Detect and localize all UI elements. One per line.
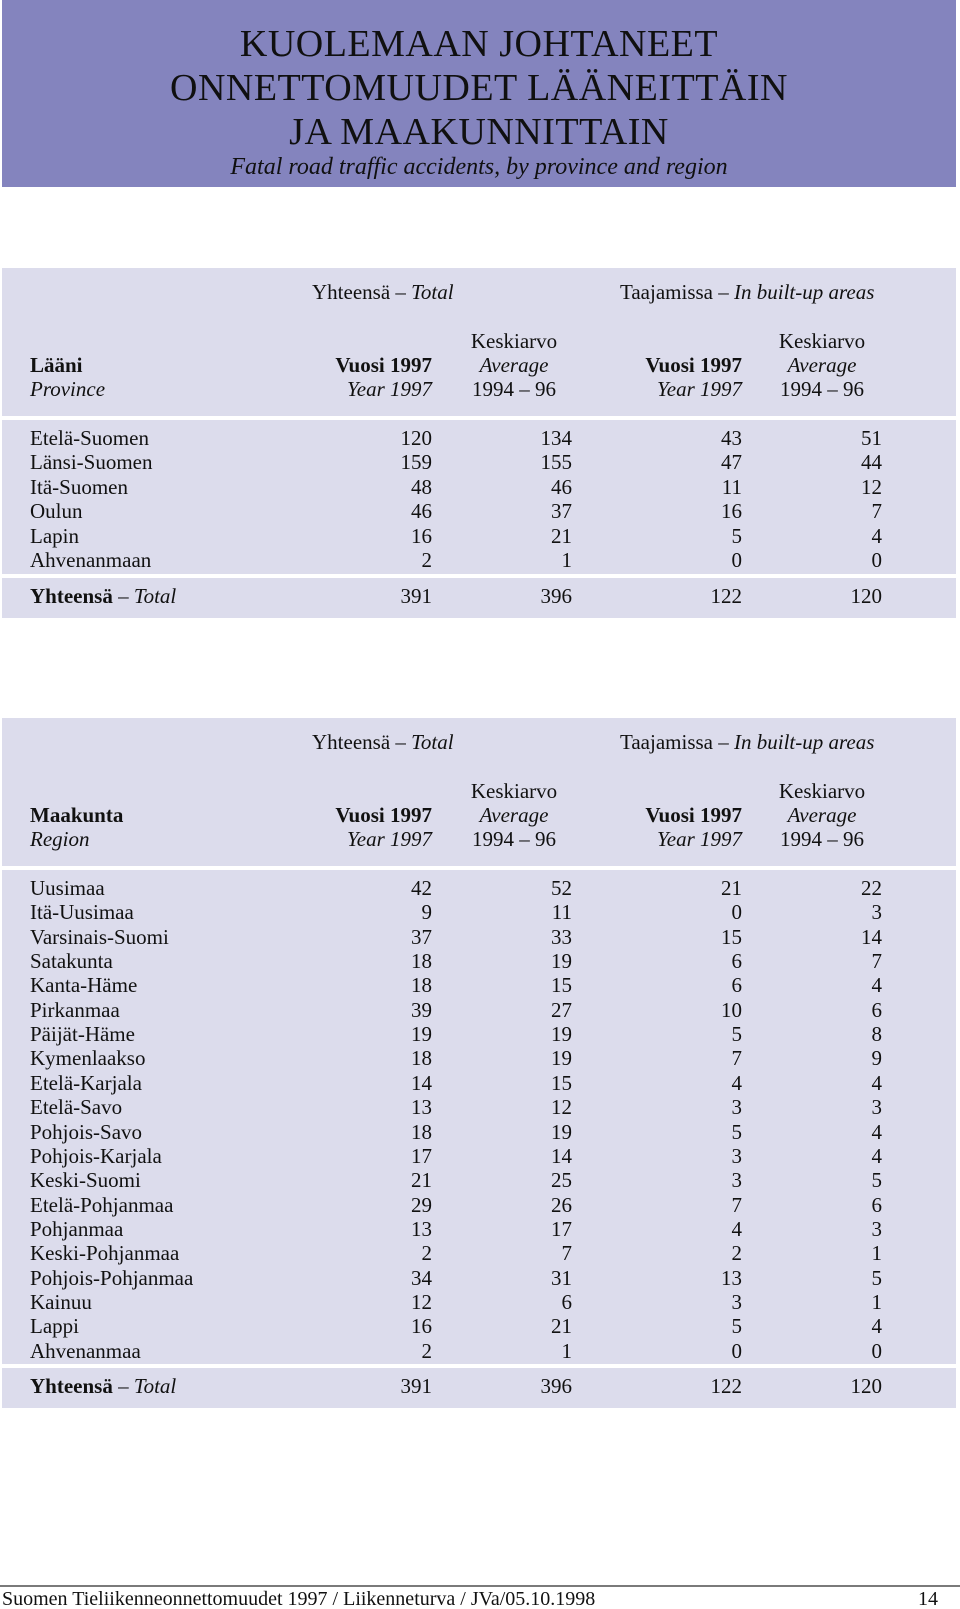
total-divider [2,1364,956,1368]
row-name: Itä-Uusimaa [30,900,134,925]
row-value-avg: 155 [540,450,572,475]
row-name: Lapin [30,523,79,548]
header-builtup-fi: Taajamissa [620,730,713,754]
row-name: Pohjois-Savo [30,1119,143,1144]
total-label-fi: Yhteensä [30,1374,113,1398]
row-value-year: 21 [411,1168,432,1193]
row-value-year: 18 [411,949,432,974]
row-value-builtup-year: 0 [731,900,742,925]
row-value-year: 12 [411,1289,432,1314]
row-value-year: 16 [411,523,432,548]
row-value-year: 2 [421,1241,432,1266]
row-value-builtup-year: 0 [731,1338,742,1363]
row-name: Varsinais-Suomi [30,924,169,949]
row-name: Päijät-Häme [30,1022,135,1047]
header-dash: – [395,280,406,304]
row-value-avg: 21 [551,523,572,548]
header-avg-en: Average [479,353,549,377]
page-title-line-2: ONNETTOMUUDET LÄÄNEITTÄIN [170,67,788,109]
row-value-builtup-year: 5 [731,1314,742,1339]
row-value-year: 2 [421,548,432,572]
row-value-year: 9 [421,900,432,925]
header-avg-en: Average [787,803,857,827]
row-value-builtup-year: 7 [731,1192,742,1217]
row-name: Etelä-Pohjanmaa [30,1192,174,1217]
row-value-builtup-year: 3 [731,1143,742,1168]
total-label-fi: Yhteensä [30,584,113,608]
row-value-builtup-avg: 0 [871,548,882,572]
total-value-builtup-year: 122 [710,1374,742,1398]
row-value-avg: 14 [551,1143,572,1168]
page-title-line-3: JA MAAKUNNITTAIN [289,111,669,153]
page-title-line-1: KUOLEMAAN JOHTANEET [239,23,719,65]
row-value-builtup-year: 4 [731,1216,742,1241]
row-value-year: 16 [411,1314,432,1339]
row-value-builtup-year: 7 [731,1046,742,1071]
row-name: Pohjanmaa [30,1216,124,1241]
row-value-builtup-avg: 7 [871,949,882,974]
row-name: Pohjois-Pohjanmaa [30,1265,194,1290]
row-value-builtup-year: 13 [721,1265,742,1290]
header-year-en: Year 1997 [657,827,742,851]
header-region-en: Region [30,827,90,851]
row-value-builtup-avg: 3 [871,1216,882,1241]
row-value-builtup-avg: 5 [871,1265,882,1290]
header-total-en: Total [411,730,454,754]
total-label [30,1374,290,1399]
row-name: Kainuu [30,1289,92,1314]
row-name: Länsi-Suomen [30,450,153,475]
page-number: 14 [918,1588,938,1609]
row-name: Oulun [30,499,83,524]
header-region-fi: Maakunta [30,803,124,827]
row-value-builtup-year: 47 [721,450,742,475]
header-province-en: Province [30,377,106,401]
header-avg-fi: Keskiarvo [470,329,558,353]
header-avg-fi: Keskiarvo [778,779,866,803]
row-value-year: 159 [400,450,432,475]
row-name: Keski-Pohjanmaa [30,1241,180,1266]
row-value-year: 2 [421,1338,432,1363]
row-value-builtup-year: 43 [721,426,742,450]
row-value-builtup-avg: 51 [861,426,882,450]
row-value-avg: 134 [540,426,572,450]
row-value-builtup-avg: 22 [861,876,882,900]
row-value-year: 18 [411,1119,432,1144]
total-dash: – [118,1374,129,1398]
row-name: Ahvenanmaa [30,1338,141,1363]
header-year-fi: Vuosi 1997 [645,353,742,377]
row-value-builtup-avg: 1 [871,1241,882,1266]
row-name: Itä-Suomen [30,474,128,499]
row-value-avg: 31 [551,1265,572,1290]
header-total-fi: Yhteensä [312,280,391,304]
row-name: Etelä-Savo [30,1095,123,1120]
page-footer [0,1585,960,1609]
row-value-builtup-avg: 4 [871,1314,882,1339]
header-builtup-en: In built-up areas [734,280,875,304]
row-value-avg: 19 [551,1022,572,1047]
row-value-builtup-avg: 9 [871,1046,882,1071]
row-value-avg: 1 [561,1338,572,1363]
row-value-builtup-avg: 8 [871,1022,882,1047]
row-value-builtup-avg: 0 [871,1338,882,1363]
row-value-year: 120 [400,426,432,450]
row-value-avg: 15 [551,1070,572,1095]
total-label-en: Total [133,1374,177,1398]
header-divider [2,416,956,420]
row-value-builtup-year: 5 [731,1119,742,1144]
header-year-fi: Vuosi 1997 [335,353,432,377]
header-total-group [312,280,502,305]
total-value-builtup-avg: 120 [850,1374,882,1398]
row-value-year: 48 [411,474,432,499]
row-name: Kanta-Häme [30,973,138,998]
row-value-builtup-avg: 1 [871,1289,882,1314]
row-name: Lappi [30,1314,79,1339]
row-name: Etelä-Suomen [30,426,149,450]
row-name: Kymenlaakso [30,1046,146,1071]
header-total-fi: Yhteensä [312,730,391,754]
row-value-year: 42 [411,876,432,900]
total-dash: – [118,584,129,608]
row-value-builtup-year: 5 [731,1022,742,1047]
row-value-builtup-year: 0 [731,548,742,572]
row-name: Pirkanmaa [30,997,120,1022]
header-province-fi: Lääni [30,353,83,377]
row-value-builtup-year: 3 [731,1095,742,1120]
row-value-builtup-avg: 4 [871,1119,882,1144]
total-value-builtup-avg: 120 [850,584,882,608]
row-name: Etelä-Karjala [30,1070,142,1095]
footer-text: Suomen Tieliikenneonnettomuudet 1997 / Liikenneturva / JVa/05.10.1998 [2,1588,596,1609]
row-value-builtup-year: 3 [731,1289,742,1314]
row-name: Satakunta [30,949,113,974]
header-builtup-group [620,280,930,305]
row-value-avg: 15 [551,973,572,998]
row-value-avg: 1 [561,548,572,572]
row-value-builtup-avg: 7 [871,499,882,524]
row-value-year: 46 [411,499,432,524]
total-value-avg: 396 [540,1374,572,1398]
header-builtup-group [620,730,930,755]
page-subtitle: Fatal road traffic accidents, by province and region [230,154,728,180]
row-value-avg: 25 [551,1168,572,1193]
row-value-builtup-year: 6 [731,973,742,998]
header-year-en: Year 1997 [657,377,742,401]
total-label [30,584,290,609]
row-value-builtup-avg: 4 [871,523,882,548]
header-dash: – [395,730,406,754]
row-name: Uusimaa [30,876,105,900]
row-value-builtup-avg: 12 [861,474,882,499]
province-table [2,268,956,618]
total-divider [2,574,956,578]
row-value-builtup-year: 16 [721,499,742,524]
row-value-year: 18 [411,973,432,998]
row-value-year: 37 [411,924,432,949]
header-avg-period: 1994 – 96 [472,827,556,851]
row-value-year: 18 [411,1046,432,1071]
row-value-builtup-avg: 44 [861,450,882,475]
row-value-avg: 19 [551,949,572,974]
row-value-builtup-year: 3 [731,1168,742,1193]
header-avg-period: 1994 – 96 [780,827,864,851]
region-table [2,718,956,1408]
row-value-avg: 7 [561,1241,572,1266]
header-builtup-en: In built-up areas [734,730,875,754]
row-value-builtup-avg: 6 [871,1192,882,1217]
total-value-avg: 396 [540,584,572,608]
row-value-avg: 19 [551,1119,572,1144]
row-value-builtup-year: 10 [721,997,742,1022]
row-value-builtup-avg: 6 [871,997,882,1022]
row-name: Keski-Suomi [30,1168,141,1193]
row-value-builtup-year: 5 [731,523,742,548]
header-builtup-fi: Taajamissa [620,280,713,304]
header-year-en: Year 1997 [347,377,432,401]
title-band [2,0,956,187]
row-value-year: 14 [411,1070,432,1095]
row-value-builtup-year: 2 [731,1241,742,1266]
row-value-year: 34 [411,1265,432,1290]
row-value-avg: 21 [551,1314,572,1339]
row-value-avg: 33 [551,924,572,949]
header-avg-en: Average [787,353,857,377]
row-value-builtup-avg: 3 [871,900,882,925]
row-value-avg: 19 [551,1046,572,1071]
header-dash: – [718,280,729,304]
row-value-avg: 6 [561,1289,572,1314]
row-value-builtup-avg: 4 [871,1143,882,1168]
row-value-builtup-avg: 5 [871,1168,882,1193]
total-value-year: 391 [400,584,432,608]
row-value-year: 29 [411,1192,432,1217]
header-year-en: Year 1997 [347,827,432,851]
row-value-avg: 46 [551,474,572,499]
total-value-year: 391 [400,1374,432,1398]
row-value-year: 13 [411,1216,432,1241]
row-value-year: 19 [411,1022,432,1047]
row-value-avg: 26 [551,1192,572,1217]
header-year-fi: Vuosi 1997 [645,803,742,827]
row-value-avg: 52 [551,876,572,900]
total-label-en: Total [133,584,177,608]
row-value-builtup-avg: 14 [861,924,882,949]
row-value-builtup-year: 15 [721,924,742,949]
row-name: Pohjois-Karjala [30,1143,162,1168]
row-value-builtup-avg: 3 [871,1095,882,1120]
row-value-builtup-avg: 4 [871,1070,882,1095]
row-value-builtup-year: 4 [731,1070,742,1095]
row-value-avg: 17 [551,1216,572,1241]
row-value-year: 39 [411,997,432,1022]
row-value-avg: 27 [551,997,572,1022]
header-avg-en: Average [479,803,549,827]
row-value-builtup-year: 6 [731,949,742,974]
row-name: Ahvenanmaan [30,548,152,572]
total-value-builtup-year: 122 [710,584,742,608]
row-value-year: 13 [411,1095,432,1120]
header-avg-period: 1994 – 96 [780,377,864,401]
header-dash: – [718,730,729,754]
row-value-builtup-year: 11 [721,474,742,499]
header-total-group [312,730,502,755]
header-total-en: Total [411,280,454,304]
row-value-avg: 12 [551,1095,572,1120]
header-avg-fi: Keskiarvo [778,329,866,353]
row-value-avg: 37 [551,499,572,524]
row-value-year: 17 [411,1143,432,1168]
header-avg-period: 1994 – 96 [472,377,556,401]
header-avg-fi: Keskiarvo [470,779,558,803]
row-value-builtup-year: 21 [721,876,742,900]
row-value-builtup-avg: 4 [871,973,882,998]
header-year-fi: Vuosi 1997 [335,803,432,827]
header-divider [2,866,956,870]
row-value-avg: 11 [551,900,572,925]
